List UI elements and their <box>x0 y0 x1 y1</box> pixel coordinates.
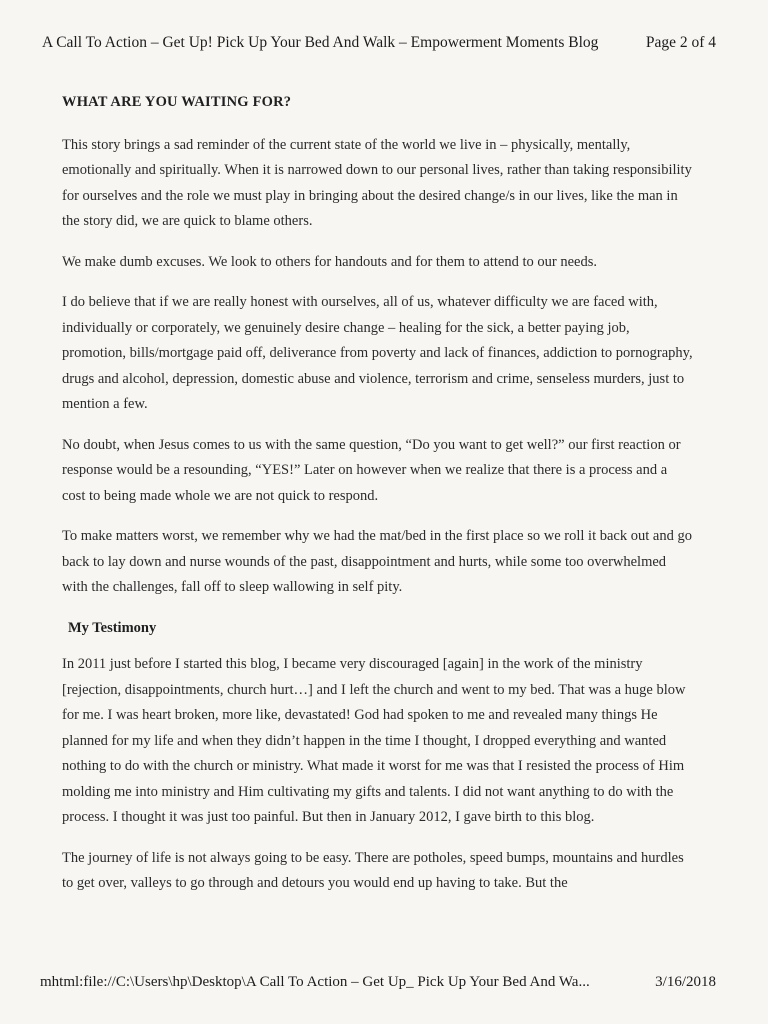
document-title: A Call To Action – Get Up! Pick Up Your Bed And Walk – Empowerment Moments Blog <box>42 34 599 51</box>
paragraph: No doubt, when Jesus comes to us with the same question, “Do you want to get well?” our first reaction or response would be a resounding, “YES!” Later on however when we realize that there is a process and a cost to being made whole we are not quick to respond. <box>62 436 681 504</box>
print-date: 3/16/2018 <box>655 974 716 990</box>
page-number: Page 2 of 4 <box>645 34 716 51</box>
paragraph: To make matters worst, we remember why we had the mat/bed in the first place so we roll it back out and go back to lay down and nurse wounds of the past, disappointment and hurts, while some too overwhelmed with the challenges, fall off to sleep wallowing in self pity. <box>62 528 692 595</box>
paragraph: We make dumb excuses. We look to others for handouts and for them to attend to our needs. <box>62 253 597 270</box>
testimony-subheading: My Testimony <box>68 619 157 636</box>
file-path: mhtml:file://C:\Users\hp\Desktop\A Call To Action – Get Up_ Pick Up Your Bed And Wa... <box>40 974 590 990</box>
paragraph: I do believe that if we are really honest with ourselves, all of us, whatever difficulty we are faced with, individually or corporately, we genuinely desire change – healing for the sick, a better paying job, promotion, bills/mortgage paid off, deliverance from poverty and lack of finances, addiction to pornography, drugs and alcohol, depression, domestic abuse and violence, terrorism and crime, senseless murders, just to mention a few. <box>62 294 693 412</box>
paragraph: This story brings a sad reminder of the current state of the world we live in – physically, mentally, emotionally and spiritually. When it is narrowed down to our personal lives, rather than taking responsibility for ourselves and the role we must play in bringing about the desired change/s in our lives, like the man in the story did, we are quick to blame others. <box>62 136 692 229</box>
print-header <box>42 34 716 60</box>
article-body <box>62 90 694 912</box>
print-footer <box>40 974 716 998</box>
paragraph: In 2011 just before I started this blog, I became very discouraged [again] in the work of the ministry [rejection, disappointments, church hurt…] and I left the church and went to my bed. That was a huge blow for me. I was heart broken, more like, devastated! God had spoken to me and revealed many things He planned for my life and when they didn’t happen in the time I thought, I dropped everything and wanted nothing to do with the church or ministry. What made it worst for me was that I resisted the process of Him molding me into ministry and Him cultivating my gifts and talents. I did not want anything to do with the process. I thought it was just too painful. But then in January 2012, I gave birth to this blog. <box>62 656 686 825</box>
paragraph: The journey of life is not always going to be easy. There are potholes, speed bumps, mountains and hurdles to get over, valleys to go through and detours you would end up having to take. But the <box>62 849 684 891</box>
section-heading: WHAT ARE YOU WAITING FOR? <box>62 94 292 110</box>
